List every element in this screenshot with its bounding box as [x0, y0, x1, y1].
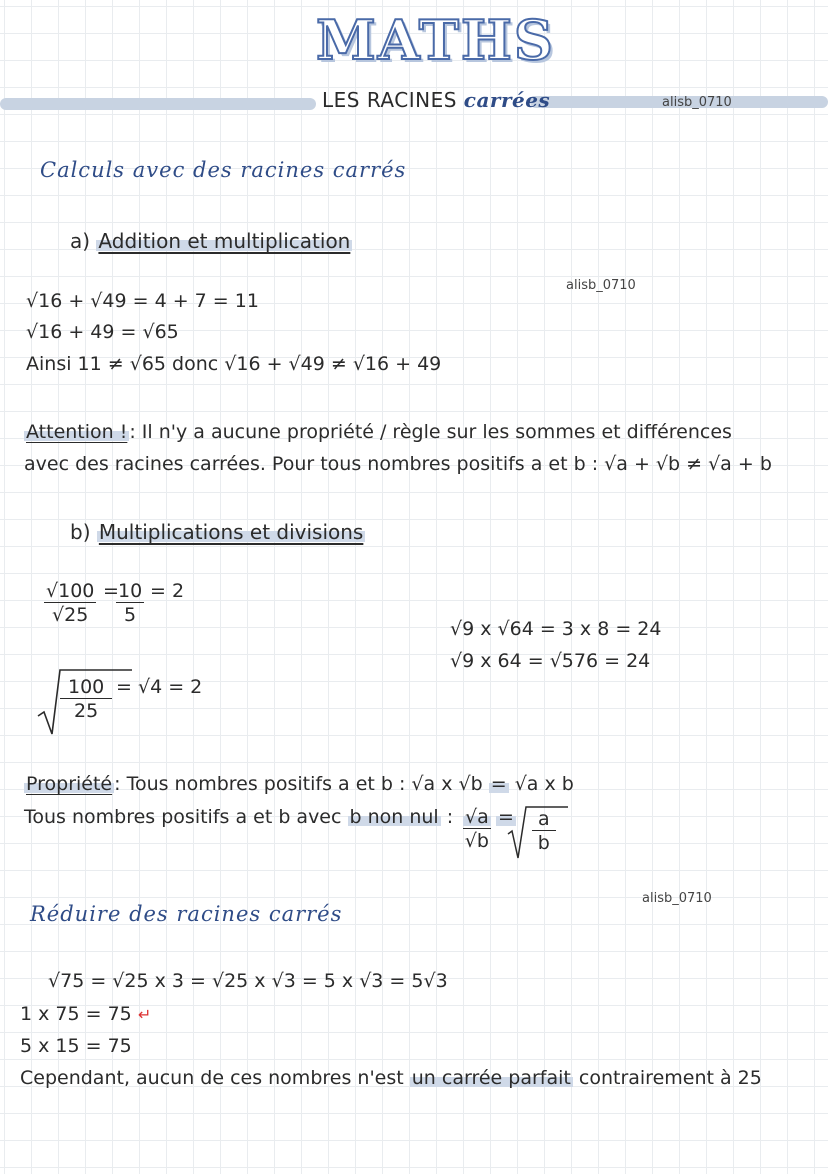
attention-label: Attention ! — [26, 421, 128, 443]
property-colon: : — [446, 806, 454, 828]
section2-line-4 — [20, 1067, 762, 1089]
attention-text-1: : Il n'y a aucune propriété / règle sur les sommes et différences — [129, 421, 732, 443]
sqrt-fraction-result: = √4 = 2 — [116, 676, 203, 698]
property-equals: = — [490, 773, 507, 795]
section2-perfect-square: un carrée parfait — [411, 1067, 571, 1089]
part-a-heading — [70, 229, 352, 253]
sqrt-fraction-100-over-25 — [60, 676, 112, 723]
section2-heading: Réduire des racines carrés — [30, 902, 343, 926]
part-a-line-1: √16 + √49 = 4 + 7 = 11 — [26, 290, 259, 312]
attention-line-1 — [24, 421, 732, 443]
page-subtitle — [322, 88, 550, 112]
subtitle-script: carrées — [463, 88, 551, 112]
equals-sign: = — [103, 580, 119, 602]
right-line-2: √9 x 64 = √576 = 24 — [450, 650, 651, 672]
property-fraction-right — [532, 808, 556, 855]
fraction-10-over-5 — [116, 580, 144, 627]
property-fraction-left — [463, 806, 491, 853]
section2-watermark: alisb_0710 — [642, 891, 712, 906]
fraction-denominator: 25 — [74, 700, 99, 722]
property-text-2: Tous nombres positifs a et b avec — [24, 806, 342, 828]
property-text-1: : Tous nombres positifs a et b : √a x √b — [114, 773, 483, 795]
right-line-1: √9 x √64 = 3 x 8 = 24 — [450, 618, 662, 640]
part-a-prefix: a) — [70, 229, 91, 253]
header-watermark: alisb_0710 — [662, 95, 732, 110]
section2-line-2-text: 1 x 75 = 75 — [20, 1003, 132, 1025]
property-fraction-equals: = — [498, 806, 514, 828]
part-a-title: Addition et multiplication — [98, 229, 351, 253]
attention-line-2: avec des racines carrées. Pour tous nombres positifs a et b : √a + √b ≠ √a + b — [24, 453, 772, 475]
section2-line-1: √75 = √25 x 3 = √25 x √3 = 5 x √3 = 5√3 — [48, 970, 448, 992]
property-text-1-end: √a x b — [514, 773, 574, 795]
part-b-heading — [70, 520, 365, 544]
part-b-title: Multiplications et divisions — [98, 520, 364, 544]
fraction-denominator: √25 — [52, 604, 89, 626]
section2-line-4-end: contrairement à 25 — [578, 1067, 762, 1089]
part-b-prefix: b) — [70, 520, 91, 544]
fraction-numerator: a — [532, 808, 556, 831]
fraction-numerator: 10 — [118, 580, 143, 602]
property-line-2 — [24, 806, 453, 828]
property-label: Propriété — [26, 773, 113, 795]
fraction-numerator: √100 — [46, 580, 95, 602]
property-nonzero: b non nul — [349, 806, 439, 828]
fraction-denominator: b — [537, 832, 550, 854]
section2-line-2 — [20, 1003, 151, 1025]
section1-heading: Calculs avec des racines carrés — [40, 158, 407, 182]
fraction-result: = 2 — [150, 580, 185, 602]
part-a-line-2: √16 + 49 = √65 — [26, 321, 179, 343]
part-a-watermark: alisb_0710 — [566, 278, 636, 293]
part-a-line-3: Ainsi 11 ≠ √65 donc √16 + √49 ≠ √16 + 49 — [26, 353, 442, 375]
subtitle-plain: LES RACINES — [322, 88, 457, 112]
page-title: MATHS — [316, 8, 555, 72]
return-arrow-icon: ↵ — [137, 1005, 152, 1024]
fraction-denominator: 5 — [124, 604, 137, 626]
header-band-left — [0, 98, 316, 110]
fraction-denominator: √b — [464, 830, 489, 852]
fraction-sqrt100-over-sqrt25 — [44, 580, 96, 627]
section2-line-4-start: Cependant, aucun de ces nombres n'est — [20, 1067, 404, 1089]
fraction-numerator: 100 — [60, 676, 112, 699]
property-line-1 — [24, 773, 574, 795]
section2-line-3: 5 x 15 = 75 — [20, 1035, 132, 1057]
fraction-numerator: √a — [465, 806, 489, 828]
